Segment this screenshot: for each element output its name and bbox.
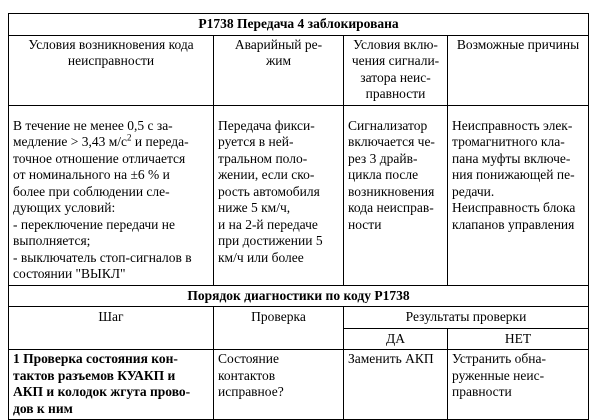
emergency-line: тральном поло- [218,150,308,166]
conditions-line: дующих условий: [13,200,116,215]
conditions-line: выполняется; [13,233,91,248]
causes-line: Неисправность элек- [452,117,573,133]
causes-line: тромагнитного кла- [452,134,565,149]
conditions-line [13,134,209,151]
emergency-line: и на 2-й передаче [218,216,318,232]
fault-code-table [8,13,589,420]
emergency-line: руется в ней- [218,134,294,149]
conditions-cell [9,105,214,285]
header-step: Шаг [9,307,214,350]
causes-line: редачи. [452,183,495,199]
signal-line: цикла после [348,167,419,182]
no-line: правности [452,384,512,399]
conditions-line: от номинального на ±6 % и [13,167,170,182]
diagnostics-step-row [9,350,589,420]
no-line: Устранить обна- [452,351,546,366]
fault-header-row [9,35,589,105]
causes-line: пана муфты включе- [452,150,571,166]
header-no: НЕТ [448,328,589,350]
causes-line: Неисправность блока [452,200,576,215]
header-emergency-line: жим [265,53,292,68]
signal-line: кода неисправ- [348,200,434,215]
diagnostics-header-row [9,307,589,329]
emergency-line: ниже 5 км/ч, [218,200,291,215]
step-line: дов к ним [13,400,73,416]
conditions-line: более при соблюдении сле- [13,183,170,199]
header-conditions-line: неисправности [67,53,155,68]
conditions-text: медление > 3,43 м/с [13,134,128,149]
possible-causes-cell [448,105,589,285]
fault-title-row [9,14,589,36]
check-cell [214,350,344,420]
step-line: АКП и колодок жгута прово- [13,384,191,399]
header-signal-line: чения сигнали- [351,53,440,68]
header-signal-conditions [344,35,448,105]
yes-cell [344,350,448,420]
emergency-mode-cell [214,105,344,285]
no-cell [448,350,589,420]
causes-line: ния понижающей пе- [452,167,575,182]
conditions-text: и переда- [131,134,189,149]
conditions-line: В течение не менее 0,5 с за- [13,117,173,133]
causes-line: клапанов управления [452,216,575,232]
header-results: Результаты проверки [344,307,589,329]
fault-title: P1738 Передача 4 заблокирована [9,14,589,36]
check-line: Состояние контактов [218,351,279,383]
conditions-line: - выключатель стоп-сигналов в [13,249,192,265]
yes-line: Заменить АКП [348,351,434,366]
header-conditions [9,35,214,105]
superscript: 2 [127,132,132,143]
signal-line: ности [348,216,382,232]
signal-line: рез 3 драйв- [348,150,418,166]
step-line: тактов разъемов КУАКП и [13,367,176,383]
conditions-line: - переключение передачи не [13,216,175,232]
signal-line: Сигнализатор [348,117,428,133]
emergency-line: км/ч или более [218,249,304,265]
emergency-line: рость автомобиля [218,183,320,199]
diagnostics-title: Порядок диагностики по коду P1738 [9,285,589,307]
step-cell [9,350,214,420]
header-causes-line: Возможные причины [456,36,580,52]
header-possible-causes [448,35,589,105]
header-conditions-line: Условия возникновения кода [28,36,194,52]
emergency-line: при достижении 5 [218,233,323,248]
header-check: Проверка [214,307,344,350]
conditions-line: состоянии "ВЫКЛ" [13,266,126,281]
emergency-line: Передача фикси- [218,117,315,133]
header-emergency-mode [214,35,344,105]
emergency-line: жении, если ско- [218,167,315,182]
conditions-line: точное отношение отличается [13,150,186,166]
header-signal-line: затора неис- [360,69,431,85]
diagnostics-title-row [9,285,589,307]
header-signal-line: Условия вклю- [353,36,438,52]
signal-line: включается че- [348,134,435,149]
fault-details-row [9,105,589,285]
no-line: руженные неис- [452,367,545,383]
header-emergency-line: Аварийный ре- [234,36,323,52]
header-yes: ДА [344,328,448,350]
check-line: исправное? [218,384,284,399]
step-line: 1 Проверка состояния кон- [13,351,178,366]
signal-line: возникновения [348,183,435,199]
header-signal-line: правности [365,86,426,101]
signal-conditions-cell [344,105,448,285]
